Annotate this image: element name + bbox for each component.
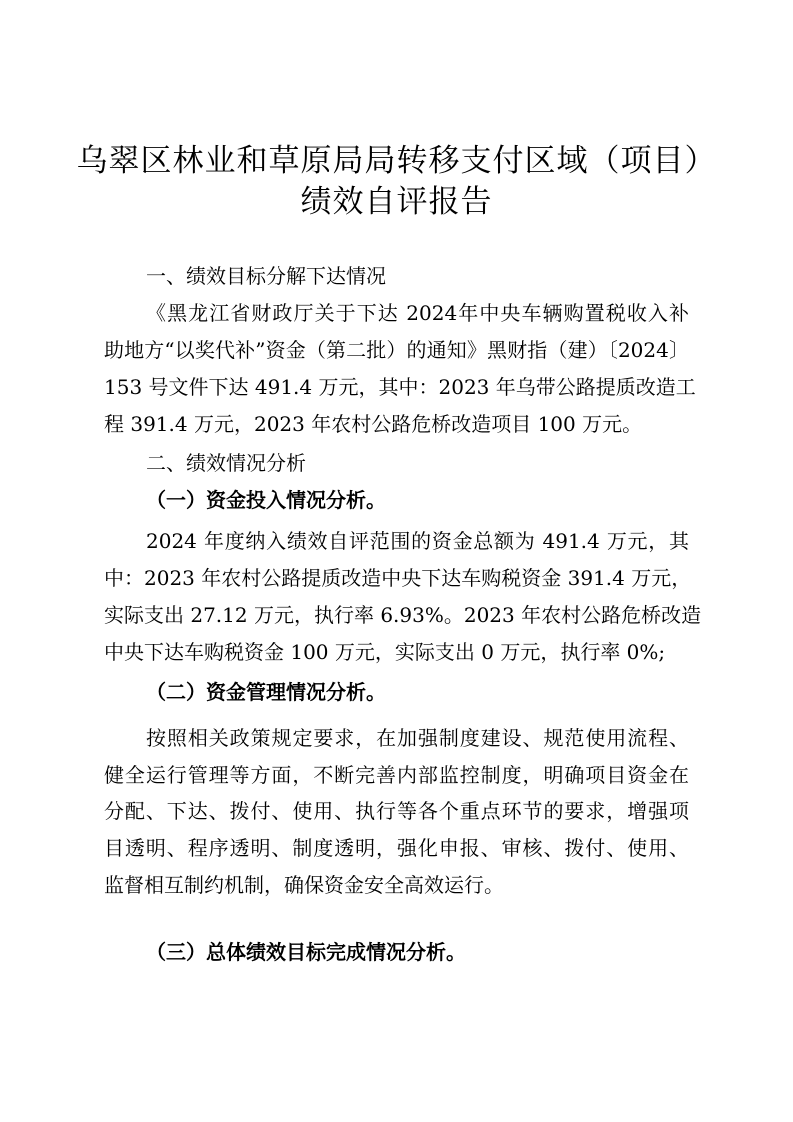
section-2-heading: 二、绩效情况分析 xyxy=(146,451,306,475)
section-1-paragraph-line: 《黑龙江省财政厅关于下达 2024年中央车辆购置税收入补 xyxy=(146,301,689,325)
section-1-paragraph-line: 153 号文件下达 491.4 万元，其中：2023 年乌带公路提质改造工 xyxy=(104,375,696,399)
subsection-1-paragraph-line: 中：2023 年农村公路提质改造中央下达车购税资金 391.4 万元， xyxy=(104,566,692,590)
subsection-3-heading: （三）总体绩效目标完成情况分析。 xyxy=(146,940,466,964)
subsection-2-paragraph-line: 目透明、程序透明、制度透明，强化申报、审核、拨付、使用、 xyxy=(104,836,689,860)
subsection-1-paragraph-line: 2024 年度纳入绩效自评范围的资金总额为 491.4 万元，其 xyxy=(146,529,689,553)
subsection-2-paragraph-line: 健全运行管理等方面，不断完善内部监控制度，明确项目资金在 xyxy=(104,763,689,787)
section-1-paragraph-line: 助地方“以奖代补”资金（第二批）的通知》黑财指（建）〔2024〕 xyxy=(104,338,689,362)
section-1-paragraph-line: 程 391.4 万元，2023 年农村公路危桥改造项目 100 万元。 xyxy=(104,412,643,436)
document-title-line-1: 乌翠区林业和草原局局转移支付区域（项目） xyxy=(76,143,717,179)
subsection-1-heading: （一）资金投入情况分析。 xyxy=(146,488,386,512)
subsection-1-paragraph-line: 实际支出 27.12 万元，执行率 6.93%。2023 年农村公路危桥改造 xyxy=(104,603,702,627)
subsection-2-paragraph-line: 按照相关政策规定要求，在加强制度建设、规范使用流程、 xyxy=(146,726,689,750)
subsection-2-heading: （二）资金管理情况分析。 xyxy=(146,680,386,704)
document-title-line-2: 绩效自评报告 xyxy=(300,184,493,220)
subsection-2-paragraph-line: 监督相互制约机制，确保资金安全高效运行。 xyxy=(104,873,504,897)
subsection-2-paragraph-line: 分配、下达、拨付、使用、执行等各个重点环节的要求，增强项 xyxy=(104,799,689,823)
section-1-heading: 一、绩效目标分解下达情况 xyxy=(146,264,386,288)
subsection-1-paragraph-line: 中央下达车购税资金 100 万元，实际支出 0 万元，执行率 0%; xyxy=(104,640,666,664)
